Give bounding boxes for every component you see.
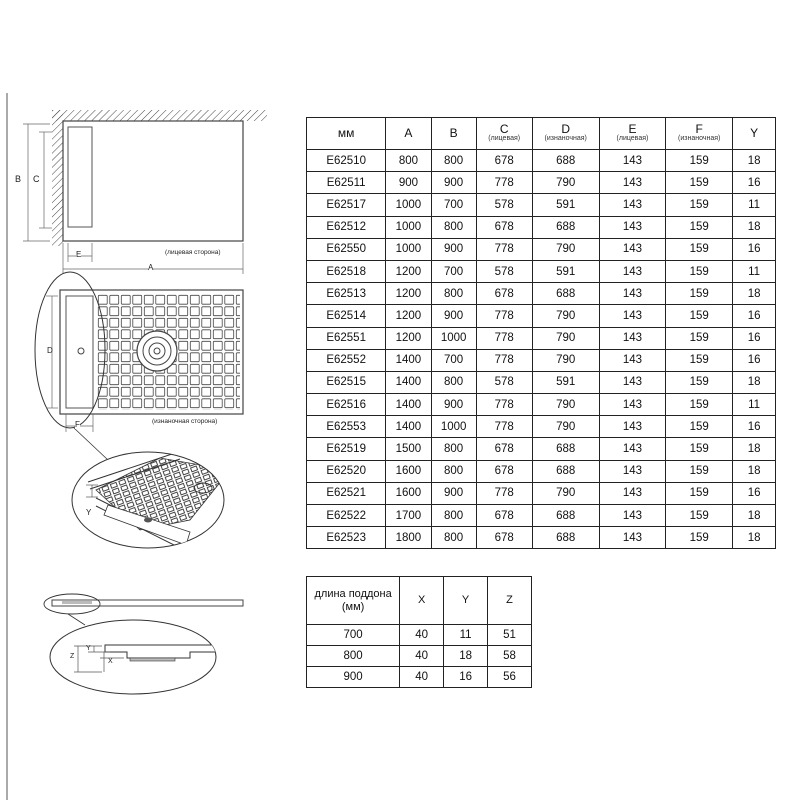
header-label: A	[404, 126, 413, 140]
table-cell: 790	[532, 416, 599, 438]
wall-hatch-top	[52, 110, 267, 121]
table-cell: 790	[532, 394, 599, 416]
table-cell: 591	[532, 194, 599, 216]
table-cell: 900	[431, 238, 476, 260]
table-cell: 900	[431, 482, 476, 504]
table-cell: 159	[666, 482, 733, 504]
table-cell: 778	[476, 327, 532, 349]
small-table-cell: 58	[488, 646, 532, 667]
small-table-cell: 700	[307, 625, 400, 646]
table-cell: 1200	[386, 260, 431, 282]
table-cell: 678	[476, 527, 532, 549]
model-code-cell: E62510	[307, 150, 386, 172]
dim-label-f: F	[75, 420, 80, 429]
model-code-cell: E62523	[307, 527, 386, 549]
small-header-cell: длина поддона (мм)	[307, 577, 400, 625]
header-cell	[386, 118, 431, 150]
table-cell: 1200	[386, 327, 431, 349]
header-cell	[599, 118, 666, 150]
tray-height-table	[306, 576, 532, 688]
table-cell: 1000	[431, 416, 476, 438]
small-table-cell: 40	[400, 667, 444, 688]
table-cell: 678	[476, 283, 532, 305]
small-header-cell: Z	[488, 577, 532, 625]
table-cell: 678	[476, 438, 532, 460]
table-row	[307, 438, 776, 460]
table-cell: 143	[599, 349, 666, 371]
small-table-cell: 18	[444, 646, 488, 667]
table-cell: 688	[532, 150, 599, 172]
dim-label-c: C	[33, 174, 40, 184]
table-cell: 159	[666, 283, 733, 305]
model-code-cell: E62519	[307, 438, 386, 460]
table-row	[307, 260, 776, 282]
table-cell: 790	[532, 238, 599, 260]
table-cell: 1400	[386, 416, 431, 438]
table-cell: 159	[666, 460, 733, 482]
table-cell: 678	[476, 505, 532, 527]
model-code-cell: E62553	[307, 416, 386, 438]
small-table-cell: 40	[400, 646, 444, 667]
table-cell: 159	[666, 438, 733, 460]
small-table-cell: 800	[307, 646, 400, 667]
table-cell: 1000	[386, 238, 431, 260]
wall-hatch-left	[52, 110, 63, 246]
table-cell: 18	[733, 216, 776, 238]
table-row	[307, 194, 776, 216]
dim-label-d: D	[47, 346, 53, 355]
table-cell: 143	[599, 238, 666, 260]
table-cell: 143	[599, 394, 666, 416]
table-cell: 16	[733, 482, 776, 504]
table-cell: 16	[733, 238, 776, 260]
small-table-header-row	[307, 577, 532, 625]
header-label: E	[628, 122, 637, 136]
model-code-cell: E62518	[307, 260, 386, 282]
tray-outline-top	[63, 121, 243, 241]
table-cell: 18	[733, 283, 776, 305]
table-cell: 16	[733, 349, 776, 371]
table-cell: 678	[476, 460, 532, 482]
header-label: мм	[337, 126, 355, 140]
side-dim-label-x: X	[108, 658, 113, 665]
model-code-cell: E62515	[307, 371, 386, 393]
table-cell: 778	[476, 349, 532, 371]
table-cell: 1800	[386, 527, 431, 549]
table-cell: 778	[476, 482, 532, 504]
header-cell	[532, 118, 599, 150]
table-cell: 1500	[386, 438, 431, 460]
table-cell: 143	[599, 482, 666, 504]
header-cell	[431, 118, 476, 150]
table-cell: 800	[431, 371, 476, 393]
table-cell: 578	[476, 194, 532, 216]
table-cell: 800	[431, 460, 476, 482]
table-cell: 159	[666, 327, 733, 349]
table-cell: 143	[599, 216, 666, 238]
header-label: Y	[750, 126, 759, 140]
table-row	[307, 460, 776, 482]
table-cell: 159	[666, 172, 733, 194]
model-code-cell: E62552	[307, 349, 386, 371]
model-code-cell: E62512	[307, 216, 386, 238]
table-row	[307, 283, 776, 305]
table-cell: 143	[599, 150, 666, 172]
model-code-cell: E62550	[307, 238, 386, 260]
header-sublabel: (лицевая)	[616, 135, 649, 142]
table-cell: 678	[476, 216, 532, 238]
table-cell: 900	[386, 172, 431, 194]
small-table-row	[307, 667, 532, 688]
small-table-cell: 40	[400, 625, 444, 646]
table-cell: 790	[532, 305, 599, 327]
table-cell: 143	[599, 260, 666, 282]
table-cell: 700	[431, 349, 476, 371]
header-label: B	[449, 126, 458, 140]
table-cell: 159	[666, 416, 733, 438]
table-row	[307, 327, 776, 349]
header-cell	[666, 118, 733, 150]
table-cell: 1000	[431, 327, 476, 349]
header-label: C	[499, 122, 509, 136]
table-cell: 578	[476, 260, 532, 282]
header-cell	[733, 118, 776, 150]
model-code-cell: E62551	[307, 327, 386, 349]
table-cell: 778	[476, 394, 532, 416]
table-cell: 1600	[386, 482, 431, 504]
header-label: F	[695, 122, 703, 136]
table-cell: 900	[431, 305, 476, 327]
table-row	[307, 305, 776, 327]
table-cell: 1000	[386, 216, 431, 238]
table-cell: 143	[599, 505, 666, 527]
table-cell: 790	[532, 482, 599, 504]
table-cell: 800	[431, 527, 476, 549]
table-cell: 18	[733, 460, 776, 482]
table-cell: 143	[599, 305, 666, 327]
table-cell: 159	[666, 349, 733, 371]
table-cell: 778	[476, 172, 532, 194]
table-cell: 591	[532, 371, 599, 393]
table-cell: 778	[476, 416, 532, 438]
table-cell: 18	[733, 527, 776, 549]
header-cell	[476, 118, 532, 150]
table-cell: 1400	[386, 371, 431, 393]
table-row	[307, 505, 776, 527]
table-cell: 143	[599, 283, 666, 305]
table-cell: 700	[431, 260, 476, 282]
top-view	[23, 110, 267, 274]
table-cell: 11	[733, 260, 776, 282]
table-cell: 11	[733, 194, 776, 216]
side-dim-label-z: Z	[70, 653, 75, 660]
table-cell: 16	[733, 327, 776, 349]
table-cell: 1200	[386, 283, 431, 305]
table-row	[307, 527, 776, 549]
table-row	[307, 172, 776, 194]
table-row	[307, 216, 776, 238]
small-table-row	[307, 625, 532, 646]
model-code-cell: E62513	[307, 283, 386, 305]
table-cell: 678	[476, 150, 532, 172]
table-cell: 18	[733, 371, 776, 393]
table-cell: 159	[666, 527, 733, 549]
table-cell: 688	[532, 283, 599, 305]
table-cell: 143	[599, 172, 666, 194]
table-row	[307, 482, 776, 504]
model-code-cell: E62522	[307, 505, 386, 527]
header-cell	[307, 118, 386, 150]
table-cell: 159	[666, 394, 733, 416]
table-body	[307, 150, 776, 549]
small-table-cell: 51	[488, 625, 532, 646]
table-row	[307, 349, 776, 371]
table-cell: 159	[666, 505, 733, 527]
table-cell: 159	[666, 260, 733, 282]
table-cell: 18	[733, 150, 776, 172]
header-label: D	[561, 122, 571, 136]
table-cell: 143	[599, 194, 666, 216]
dim-label-b: B	[15, 174, 22, 184]
table-cell: 688	[532, 527, 599, 549]
table-header-row	[307, 118, 776, 150]
table-cell: 11	[733, 394, 776, 416]
table-cell: 16	[733, 172, 776, 194]
table-cell: 143	[599, 460, 666, 482]
table-cell: 900	[431, 172, 476, 194]
model-code-cell: E62521	[307, 482, 386, 504]
small-table-cell: 16	[444, 667, 488, 688]
small-table-cell: 11	[444, 625, 488, 646]
dim-label-e: E	[76, 250, 82, 259]
dimensions-table	[306, 117, 776, 549]
table-cell: 778	[476, 238, 532, 260]
table-cell: 1000	[386, 194, 431, 216]
table-cell: 159	[666, 150, 733, 172]
table-row	[307, 371, 776, 393]
small-table-row	[307, 646, 532, 667]
table-cell: 143	[599, 527, 666, 549]
model-code-cell: E62520	[307, 460, 386, 482]
small-table-cell: 900	[307, 667, 400, 688]
table-cell: 578	[476, 371, 532, 393]
table-cell: 159	[666, 216, 733, 238]
small-header-cell: Y	[444, 577, 488, 625]
table-cell: 800	[431, 505, 476, 527]
header-sublabel: (изнаночная)	[678, 135, 721, 142]
table-cell: 1200	[386, 305, 431, 327]
table-cell: 18	[733, 438, 776, 460]
table-cell: 143	[599, 327, 666, 349]
caption-front-side: (лицевая сторона)	[165, 249, 221, 256]
drain-channel-bottom	[66, 296, 93, 408]
model-code-cell: E62517	[307, 194, 386, 216]
table-cell: 143	[599, 438, 666, 460]
table-row	[307, 416, 776, 438]
table-row	[307, 394, 776, 416]
model-code-cell: E62516	[307, 394, 386, 416]
table-cell: 800	[386, 150, 431, 172]
table-row	[307, 238, 776, 260]
table-cell: 790	[532, 172, 599, 194]
table-cell: 1400	[386, 349, 431, 371]
header-sublabel: (лицевая)	[488, 135, 521, 142]
table-cell: 688	[532, 505, 599, 527]
table-cell: 688	[532, 438, 599, 460]
table-cell: 16	[733, 416, 776, 438]
detail-dim-label-y: Y	[86, 508, 92, 517]
table-cell: 143	[599, 416, 666, 438]
table-cell: 1700	[386, 505, 431, 527]
table-cell: 800	[431, 283, 476, 305]
table-cell: 143	[599, 371, 666, 393]
table-row	[307, 150, 776, 172]
table-cell: 688	[532, 216, 599, 238]
side-detail	[50, 620, 216, 694]
table-cell: 900	[431, 394, 476, 416]
table-cell: 700	[431, 194, 476, 216]
bottom-view	[35, 272, 243, 460]
table-cell: 778	[476, 305, 532, 327]
detail-view	[72, 452, 230, 548]
table-cell: 16	[733, 305, 776, 327]
table-cell: 790	[532, 327, 599, 349]
header-sublabel: (изнаночная)	[544, 135, 587, 142]
table-cell: 18	[733, 505, 776, 527]
table-cell: 1400	[386, 394, 431, 416]
table-cell: 159	[666, 305, 733, 327]
model-code-cell: E62514	[307, 305, 386, 327]
table-cell: 800	[431, 438, 476, 460]
caption-back-side: (изнаночная сторона)	[152, 418, 218, 425]
dim-label-a: A	[148, 263, 154, 272]
small-table-cell: 56	[488, 667, 532, 688]
table-cell: 1600	[386, 460, 431, 482]
model-code-cell: E62511	[307, 172, 386, 194]
table-cell: 159	[666, 194, 733, 216]
table-cell: 790	[532, 349, 599, 371]
small-header-cell: X	[400, 577, 444, 625]
table-cell: 800	[431, 216, 476, 238]
table-cell: 591	[532, 260, 599, 282]
table-cell: 159	[666, 238, 733, 260]
table-cell: 688	[532, 460, 599, 482]
small-table-body	[307, 625, 532, 688]
side-dim-label-y: Y	[86, 645, 91, 652]
table-cell: 159	[666, 371, 733, 393]
table-cell: 800	[431, 150, 476, 172]
